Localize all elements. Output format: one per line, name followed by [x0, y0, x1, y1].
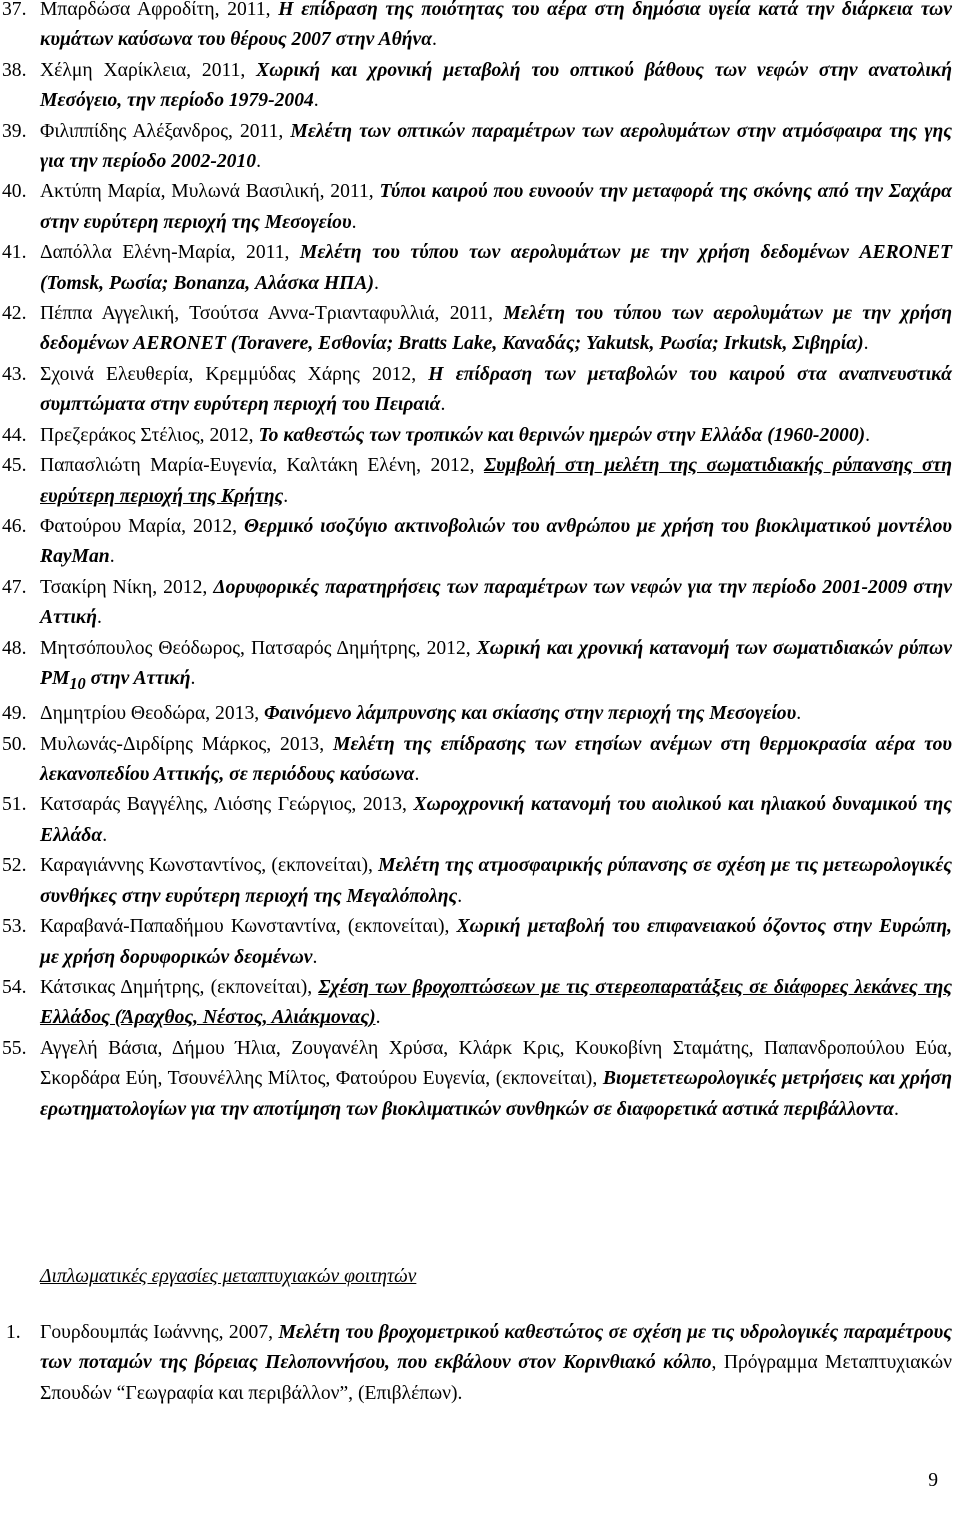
item-suffix: .: [97, 607, 102, 629]
item-title: Χωρική και χρονική μεταβολή του οπτικού βάθους των νεφών στην ανατολική Μεσόγειο, την περίοδο 1979-2004: [40, 59, 952, 112]
list-item: [0, 0, 960, 56]
item-number: 53.: [2, 916, 27, 938]
item-number: 41.: [2, 242, 27, 264]
item-suffix: .: [796, 703, 802, 725]
item-suffix: .: [109, 546, 115, 568]
item-title: Χωροχρονική κατανομή του αιολικού και ηλιακού δυναμικού της Ελλάδα: [40, 794, 952, 846]
list-item: [0, 851, 960, 912]
item-suffix: .: [312, 946, 318, 968]
item-suffix: .: [190, 667, 196, 689]
list-item: [0, 973, 960, 1034]
item-title: Η επίδραση των μεταβολών του καιρού στα αναπνευστικά συμπτώματα στην ευρύτερη περιοχή του Πειραιά: [40, 363, 952, 416]
item-title: Μελέτη του τύπου των αερολυμάτων με την χρήση δεδομένων AERONET (Tomsk, Ρωσία; Bonanza, Αλάσκα ΗΠΑ): [40, 242, 953, 294]
item-number: 45.: [2, 455, 27, 477]
item-authors: Δαπόλλα Ελένη-Μαρία, 2011,: [40, 242, 300, 264]
list-item: [0, 360, 960, 421]
item-title: Το καθεστώς των τροπικών και θερινών ημερών στην Ελλάδα (1960-2000): [258, 424, 866, 446]
item-suffix: .: [256, 151, 261, 173]
item-suffix: .: [440, 394, 446, 416]
item-number: 40.: [2, 181, 27, 203]
item-authors: Ακτύπη Μαρία, Μυλωνά Βασιλική, 2011,: [40, 181, 380, 203]
item-title: Μελέτη της ατμοσφαιρικής ρύπανσης σε σχέση με τις μετεωρολογικές συνθήκες στην ευρύτερη περιοχή της Μεγαλόπολης: [40, 855, 952, 907]
item-suffix: .: [351, 211, 357, 233]
item-suffix: .: [432, 29, 437, 51]
list-item: [0, 451, 960, 512]
item-title: Δορυφορικές παρατηρήσεις των παραμέτρων των νεφών για την περίοδο 2001-2009 στην Αττική: [40, 576, 952, 629]
item-authors: Πρεζεράκος Στέλιος, 2012,: [40, 424, 259, 446]
item-authors: Γουρδουμπάς Ιωάννης, 2007,: [40, 1322, 279, 1343]
item-title: Σχέση των βροχοπτώσεων με τις στερεοπαρατάξεις σε διάφορες λεκάνες της Ελλάδος (Άραχθος, Νέστος, Αλιάκμονας): [40, 976, 952, 1029]
item-number: 52.: [2, 855, 27, 877]
item-number: 49.: [2, 703, 27, 725]
item-number: 51.: [2, 794, 27, 816]
item-authors: Παπασλιώτη Μαρία-Ευγενία, Καλτάκη Ελένη, 2012,: [40, 455, 484, 477]
item-title: Τύποι καιρού που ευνοούν την μεταφορά της σκόνης από την Σαχάρα στην ευρύτερη περιοχή της Μεσογείου: [40, 181, 953, 233]
list-item: [0, 699, 960, 729]
list-item: [0, 512, 960, 573]
list-item: [0, 421, 960, 451]
item-suffix: .: [374, 272, 379, 294]
list-item: [0, 56, 960, 117]
list-item: [0, 1034, 960, 1125]
item-authors: Σχοινά Ελευθερία, Κρεμμύδας Χάρης 2012,: [40, 363, 429, 385]
item-number: 50.: [2, 733, 27, 755]
item-number: 46.: [2, 515, 27, 537]
item-number: 42.: [2, 303, 27, 325]
item-number: 37.: [2, 0, 27, 20]
item-authors: Καραγιάννης Κωνσταντίνος, (εκπονείται),: [40, 855, 379, 877]
item-number: 55.: [2, 1037, 27, 1059]
list-item: [0, 177, 960, 238]
list-item: [0, 1318, 960, 1409]
item-suffix: .: [375, 1007, 381, 1029]
item-authors: Δημητρίου Θεοδώρα, 2013,: [40, 703, 265, 725]
item-authors: Τσακίρη Νίκη, 2012,: [40, 576, 214, 598]
item-authors: Κάτσικας Δημήτρης, (εκπονείται),: [40, 976, 319, 998]
item-authors: Φατούρου Μαρία, 2012,: [40, 515, 245, 537]
item-number: 1.: [6, 1322, 21, 1343]
item-suffix: .: [865, 424, 871, 446]
item-title: Μελέτη του τύπου των αερολυμάτων με την χρήση δεδομένων AERONET (Toravere, Εσθονία; Bratts Lake, Καναδάς; Yakutsk, Ρωσία; Irkutsk, Σιβηρία): [40, 303, 952, 355]
page-number: 9: [928, 1470, 938, 1491]
item-number: 47.: [2, 576, 27, 598]
item-authors: Μυλωνάς-Διρδίρης Μάρκος, 2013,: [40, 733, 334, 755]
list-item: [0, 634, 960, 700]
item-title: Η επίδραση της ποιότητας του αέρα στη δημόσια υγεία κατά την διάρκεια των κυμάτων καύσωνα του θέρους 2007 στην Αθήνα: [40, 0, 952, 51]
item-number: 38.: [2, 59, 27, 81]
item-authors: Μπαρδώσα Αφροδίτη, 2011,: [40, 0, 279, 20]
item-suffix: .: [102, 824, 108, 846]
item-number: 54.: [2, 976, 27, 998]
item-authors: Πέππα Αγγελική, Τσούτσα Αννα-Τριανταφυλλιά, 2011,: [40, 303, 504, 325]
list-item: [0, 730, 960, 791]
item-authors: Χέλμη Χαρίκλεια, 2011,: [40, 59, 257, 81]
list-item: [0, 912, 960, 973]
item-suffix: .: [457, 885, 463, 907]
item-authors: Φιλιππίδης Αλέξανδρος, 2011,: [40, 120, 291, 142]
item-suffix: .: [313, 90, 319, 112]
item-title: Μελέτη του βροχομετρικού καθεστώτος σε σχέση με τις υδρολογικές παραμέτρους των ποταμών της βόρειας Πελοποννήσου, που εκβάλουν στον Κορινθιακό κόλπο: [40, 1322, 952, 1374]
section-heading: Διπλωματικές εργασίες μεταπτυχιακών φοιτητών: [40, 1266, 417, 1287]
item-title: Φαινόμενο λάμπρυνσης και σκίασης στην περιοχή της Μεσογείου: [264, 703, 797, 725]
item-title: Συμβολή στη μελέτη της σωματιδιακής ρύπανσης στη ευρύτερη περιοχή της Κρήτης: [40, 455, 952, 507]
item-suffix: .: [893, 1098, 899, 1120]
list-item: [0, 790, 960, 851]
item-number: 48.: [2, 637, 27, 659]
item-title: Θερμικό ισοζύγιο ακτινοβολιών του ανθρώπου με χρήση του βιοκλιματικού μοντέλου RayMan: [40, 515, 952, 568]
item-number: 39.: [2, 120, 27, 142]
item-number: 44.: [2, 424, 27, 446]
item-suffix: , Πρόγραμμα Μεταπτυχιακών Σπουδών “Γεωγραφία και περιβάλλον”, (Επιβλέπων).: [40, 1352, 952, 1404]
list-item: [0, 299, 960, 360]
item-title: Μελέτη των οπτικών παραμέτρων των αερολυμάτων στην ατμόσφαιρα της γης για την περίοδο 2002-2010: [40, 120, 952, 173]
list-item: [0, 117, 960, 178]
item-suffix: .: [863, 333, 869, 355]
list-item: [0, 238, 960, 299]
item-title-end: στην Αττική: [85, 667, 191, 689]
item-authors: Κατσαράς Βαγγέλης, Λιόσης Γεώργιος, 2013,: [40, 794, 414, 816]
list-item: [0, 573, 960, 634]
item-suffix: .: [414, 764, 420, 786]
thesis-list: [0, 1318, 960, 1409]
item-number: 43.: [2, 363, 27, 385]
item-title: Χωρική μεταβολή του επιφανειακού όζοντος στην Ευρώπη, με χρήση δορυφορικών δεομένων: [40, 916, 952, 968]
item-suffix: .: [283, 485, 289, 507]
item-title: Βιομετετεωρολογικές μετρήσεις και χρήση ερωτηματολογίων για την αποτίμηση των βιοκλιματικών συνθηκών σε διαφορετικά αστικά περιβάλλοντα: [40, 1068, 952, 1120]
item-title-subscript: 10: [69, 673, 86, 693]
item-title: Μελέτη της επίδρασης των ετησίων ανέμων στη θερμοκρασία αέρα του λεκανοπεδίου Αττικής, σε περιόδους καύσωνα: [40, 733, 952, 786]
item-authors: Αγγελή Βάσια, Δήμου Ήλια, Ζουγανέλη Χρύσα, Κλάρκ Κρις, Κουκοβίνη Σταμάτης, Παπανδροπούλου Εύα, Σκορδάρα Εύη, Τσουνέλλης Μίλτος, Φατούρου Ευγενία, (εκπονείται),: [40, 1037, 952, 1090]
item-authors: Μητσόπουλος Θεόδωρος, Πατσαρός Δημήτρης, 2012,: [40, 637, 477, 659]
item-title: Χωρική και χρονική κατανομή των σωματιδιακών ρύπων PM: [40, 637, 952, 689]
item-authors: Καραβανά-Παπαδήμου Κωνσταντίνα, (εκπονείται),: [40, 916, 457, 938]
